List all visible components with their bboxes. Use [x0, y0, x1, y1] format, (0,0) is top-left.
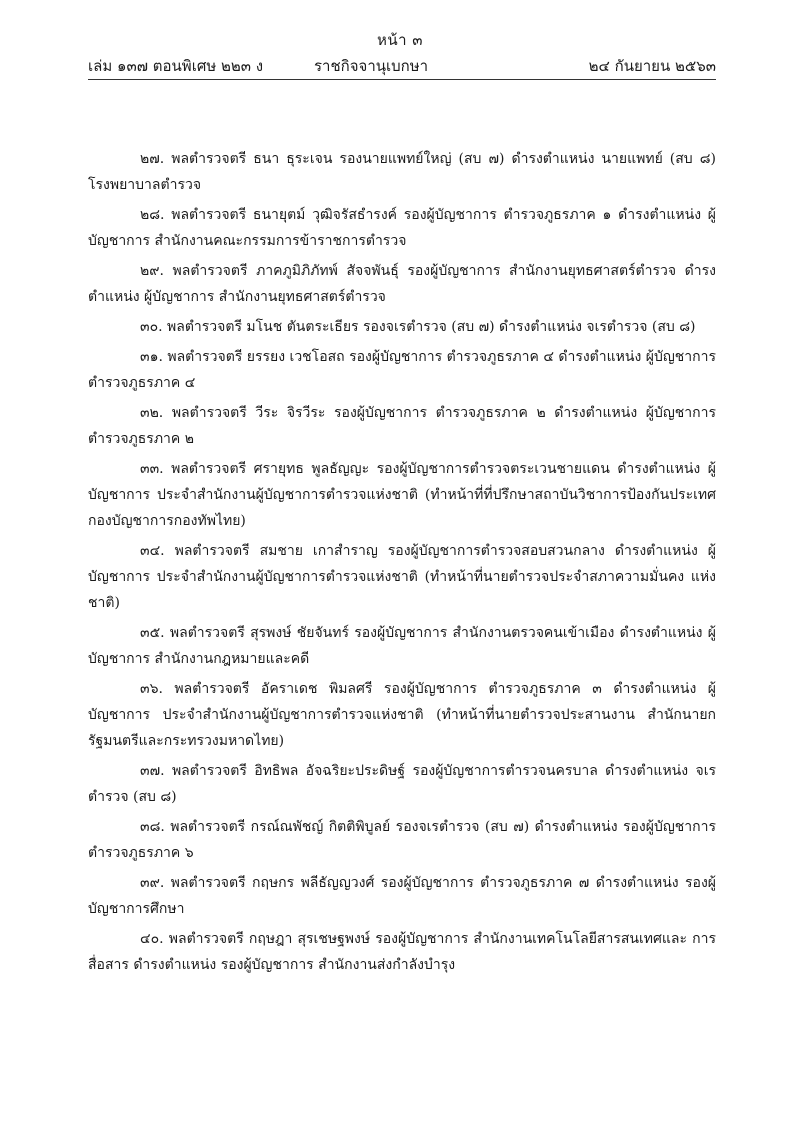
list-item: ๓๖. พลตำรวจตรี อัคราเดช พิมลศรี รองผู้บัญชาการ ตำรวจภูธรภาค ๓ ดำรงตำแหน่ง ผู้บัญชาการ ประจำสำนักงานผู้บัญชาการตำรวจแห่งชาติ (ทำหน้าที่นายตำรวจประสานงาน สำนักนายกรัฐมนตรีและกระทรวงมหาดไทย)	[88, 681, 716, 749]
page-number: หน้า ๓	[376, 31, 424, 49]
list-item: ๓๔. พลตำรวจตรี สมชาย เกาสำราญ รองผู้บัญชาการตำรวจสอบสวนกลาง ดำรงตำแหน่ง ผู้บัญชาการ ประจำสำนักงานผู้บัญชาการตำรวจแห่งชาติ (ทำหน้าที่นายตำรวจประจำสภาความมั่นคง แห่งชาติ)	[88, 543, 716, 611]
list-item: ๒๗. พลตำรวจตรี ธนา ธุระเจน รองนายแพทย์ใหญ่ (สบ ๗) ดำรงตำแหน่ง นายแพทย์ (สบ ๘) โรงพยาบาลตำรวจ	[88, 151, 716, 193]
gazette-header	[88, 54, 716, 76]
list-item: ๓๗. พลตำรวจตรี อิทธิพล อัจฉริยะประดิษฐ์ รองผู้บัญชาการตำรวจนครบาล ดำรงตำแหน่ง จเรตำรวจ (สบ ๘)	[88, 763, 716, 805]
volume-issue: เล่ม ๑๓๗ ตอนพิเศษ ๒๒๓ ง	[88, 57, 264, 75]
appointment-list	[88, 146, 716, 982]
list-item: ๓๘. พลตำรวจตรี กรณ์ณพัชญ์ กิตติพิบูลย์ รองจเรตำรวจ (สบ ๗) ดำรงตำแหน่ง รองผู้บัญชาการ ตำรวจภูธรภาค ๖	[88, 819, 716, 861]
list-item: ๔๐. พลตำรวจตรี กฤษฎา สุรเชษฐพงษ์ รองผู้บัญชาการ สำนักงานเทคโนโลยีสารสนเทศและ การสื่อสาร ดำรงตำแหน่ง รองผู้บัญชาการ สำนักงานส่งกำลังบำรุง	[88, 931, 716, 973]
list-item: ๒๘. พลตำรวจตรี ธนายุตม์ วุฒิจรัสธำรงค์ รองผู้บัญชาการ ตำรวจภูธรภาค ๑ ดำรงตำแหน่ง ผู้บัญชาการ สำนักงานคณะกรรมการข้าราชการตำรวจ	[88, 207, 716, 249]
list-item: ๓๐. พลตำรวจตรี มโนช ตันตระเธียร รองจเรตำรวจ (สบ ๗) ดำรงตำแหน่ง จเรตำรวจ (สบ ๘)	[140, 319, 696, 335]
list-item: ๓๑. พลตำรวจตรี ยรรยง เวชโอสถ รองผู้บัญชาการ ตำรวจภูธรภาค ๔ ดำรงตำแหน่ง ผู้บัญชาการ ตำรวจภูธรภาค ๔	[88, 349, 716, 391]
list-item: ๓๕. พลตำรวจตรี สุรพงษ์ ชัยจันทร์ รองผู้บัญชาการ สำนักงานตรวจคนเข้าเมือง ดำรงตำแหน่ง ผู้บัญชาการ สำนักงานกฎหมายและคดี	[88, 625, 716, 667]
publication-date: ๒๔ กันยายน ๒๕๖๓	[588, 57, 716, 75]
header-divider	[88, 79, 716, 80]
list-item: ๓๙. พลตำรวจตรี กฤษกร พลีธัญญวงศ์ รองผู้บัญชาการ ตำรวจภูธรภาค ๗ ดำรงตำแหน่ง รองผู้บัญชาการศึกษา	[88, 875, 716, 917]
gazette-title: ราชกิจจานุเบกษา	[314, 57, 429, 75]
list-item: ๓๒. พลตำรวจตรี วีระ จิรวีระ รองผู้บัญชาการ ตำรวจภูธรภาค ๒ ดำรงตำแหน่ง ผู้บัญชาการ ตำรวจภูธรภาค ๒	[88, 405, 716, 447]
list-item: ๒๙. พลตำรวจตรี ภาคภูมิภิภัทพ์ สัจจพันธุ์ รองผู้บัญชาการ สำนักงานยุทธศาสตร์ตำรวจ ดำรงตำแหน่ง ผู้บัญชาการ สำนักงานยุทธศาสตร์ตำรวจ	[88, 263, 716, 305]
list-item: ๓๓. พลตำรวจตรี ศรายุทธ พูลธัญญะ รองผู้บัญชาการตำรวจตระเวนชายแดน ดำรงตำแหน่ง ผู้บัญชาการ ประจำสำนักงานผู้บัญชาการตำรวจแห่งชาติ (ทำหน้าที่ที่ปรึกษาสถาบันวิชาการป้องกันประเทศ กองบัญชาการกองทัพไทย)	[88, 461, 716, 529]
